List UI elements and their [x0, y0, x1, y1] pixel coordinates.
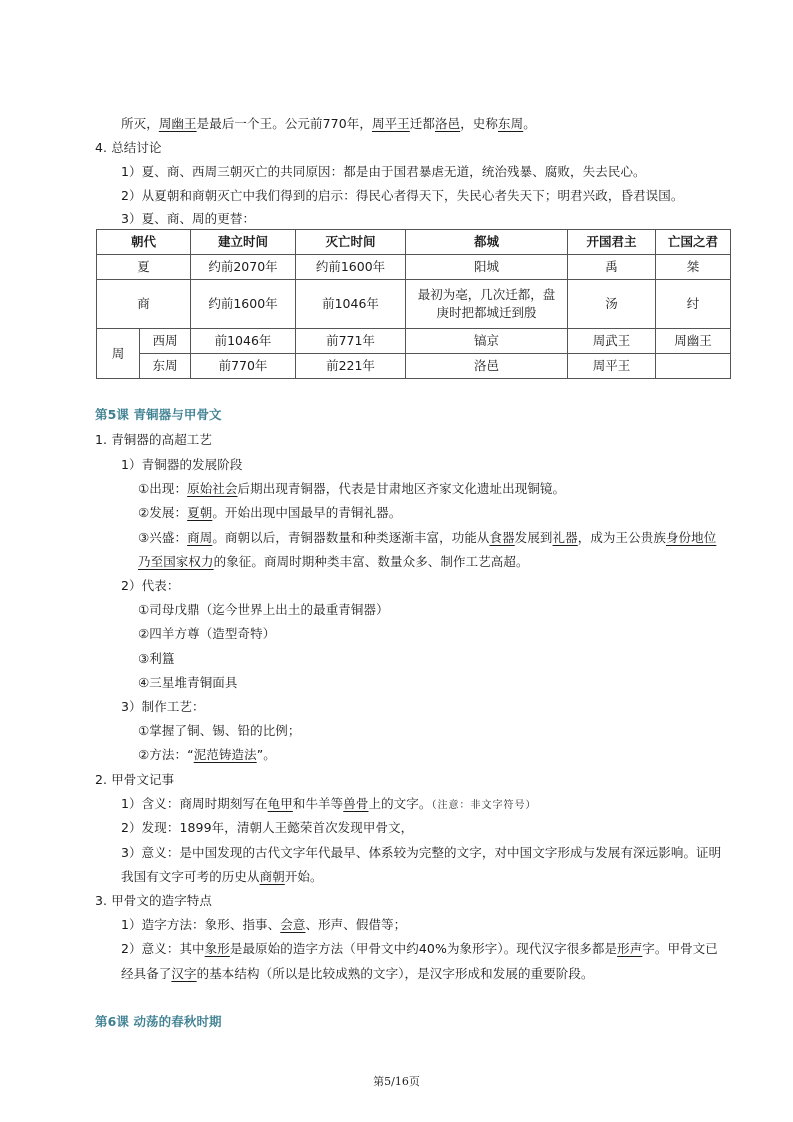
text-segment: ②发展： [138, 505, 188, 520]
cell-founded: 前770年 [191, 354, 296, 379]
text-segment: 和牛羊等 [292, 796, 344, 811]
section-4-item-1: 1）夏、商、西周三朝灭亡的共同原因：都是由于国君暴虐无道，统治残暴、腐败，失去民心。 [121, 164, 646, 179]
oracle-bone-meaning [121, 795, 536, 815]
text-segment: 我国有文字可考的历史从 [121, 869, 260, 884]
text-segment: 2）意义：其中 [121, 941, 205, 956]
underlined-keyword: 商朝 [259, 869, 285, 884]
text-segment: 字。甲骨文已 [642, 941, 718, 956]
table-row [97, 329, 731, 354]
representative-item: ④三星堆青铜面具 [138, 675, 238, 690]
cell-dynasty: 周 [97, 329, 140, 379]
text-segment: 上的文字。 [368, 796, 432, 811]
table-header-row [97, 230, 731, 255]
underlined-keyword: 周幽王 [158, 116, 197, 131]
oracle-bone-significance-cont [121, 868, 323, 886]
oracle-bone-note: （注意：非文字符号） [431, 800, 537, 811]
underlined-keyword: 会意 [280, 917, 306, 932]
text-segment: 是最原始的造字方法（甲骨文中约40%为象形字）。现代汉字很多都是 [229, 941, 618, 956]
table-row [97, 255, 731, 280]
underlined-keyword: 形声 [617, 941, 643, 956]
text-segment: 后期出现青铜器，代表是甘肃地区齐家文化遗址出现铜镜。 [237, 481, 566, 496]
text-segment: 所灭， [121, 116, 159, 131]
text-segment: 迁都 [409, 116, 435, 131]
bronze-stage-appear [138, 480, 565, 498]
text-segment: 开始。 [284, 869, 323, 884]
cell-fell: 前221年 [296, 354, 406, 379]
intro-continuation [121, 115, 536, 133]
oracle-bone-meaning-text [121, 796, 431, 811]
craft-title: 3）制作工艺： [121, 699, 205, 714]
character-significance [121, 940, 718, 958]
cell-last-ruler: 周幽王 [656, 329, 731, 354]
text-segment: 。商朝以后，青铜器数量和种类逐渐丰富，功能从 [212, 530, 490, 545]
cell-founded: 前1046年 [191, 329, 296, 354]
cell-founder: 禹 [568, 255, 656, 280]
text-segment: ”。 [256, 747, 276, 762]
underlined-keyword: 身份地位 [665, 530, 717, 545]
header-capital: 都城 [406, 230, 568, 255]
lesson-5-section-1-title: 1. 青铜器的高超工艺 [95, 432, 212, 447]
lesson-6-heading: 第6课 动荡的春秋时期 [95, 1014, 222, 1029]
section-4-item-3: 3）夏、商、周的更替： [121, 211, 256, 226]
table-row [97, 354, 731, 379]
underlined-keyword: 汉字 [171, 966, 197, 981]
representatives-title: 2）代表： [121, 578, 180, 593]
text-segment: 、形声、假借等； [305, 917, 407, 932]
underlined-keyword: 东周 [498, 116, 524, 131]
header-dynasty: 朝代 [97, 230, 191, 255]
underlined-keyword: 周平王 [371, 116, 410, 131]
cell-fell: 约前1600年 [296, 255, 406, 280]
cell-fell: 前771年 [296, 329, 406, 354]
character-features-title: 3. 甲骨文的造字特点 [95, 893, 212, 908]
cell-capital [406, 280, 568, 329]
representative-item: ③利簋 [138, 651, 175, 666]
bronze-stages-title: 1）青铜器的发展阶段 [121, 457, 243, 472]
oracle-bone-discovery: 2）发现：1899年，清朝人王懿荣首次发现甲骨文， [121, 820, 414, 835]
cell-capital: 镐京 [406, 329, 568, 354]
bronze-stage-flourish [138, 529, 716, 547]
text-segment: ③兴盛： [138, 530, 188, 545]
bronze-stage-flourish-cont [138, 553, 529, 571]
text-segment: 。开始出现中国最早的青铜礼器。 [212, 505, 402, 520]
text-segment: ①出现： [138, 481, 188, 496]
section-4-title: 4. 总结讨论 [95, 140, 162, 155]
text-segment: ，史称 [460, 116, 499, 131]
cell-founder: 周平王 [568, 354, 656, 379]
underlined-keyword: 兽骨 [343, 796, 369, 811]
lesson-5-heading: 第5课 青铜器与甲骨文 [95, 407, 222, 422]
text-segment: 的象征。商周时期种类丰富、数量众多、制作工艺高超。 [213, 554, 529, 569]
cell-dynasty: 商 [97, 280, 191, 329]
cell-fell: 前1046年 [296, 280, 406, 329]
cell-founder: 汤 [568, 280, 656, 329]
representative-item: ①司母戊鼎（迄今世界上出土的最重青铜器） [138, 602, 389, 617]
text-segment: 是最后一个王。公元前770年， [196, 116, 372, 131]
table-row [97, 280, 731, 329]
text-segment: 1）含义：商周时期刻写在 [121, 796, 268, 811]
cell-capital: 阳城 [406, 255, 568, 280]
underlined-keyword: 乃至国家权力 [138, 554, 214, 569]
cell-sub-dynasty: 东周 [140, 354, 191, 379]
text-segment: 。 [523, 116, 536, 131]
cell-last-ruler: 桀 [656, 255, 731, 280]
header-fell: 灭亡时间 [296, 230, 406, 255]
underlined-keyword: 食器 [489, 530, 515, 545]
text-segment: 发展到 [514, 530, 553, 545]
cell-last-ruler: 纣 [656, 280, 731, 329]
header-last-ruler: 亡国之君 [656, 230, 731, 255]
header-founder: 开国君主 [568, 230, 656, 255]
craft-item-ratio: ①掌握了铜、锡、铅的比例； [138, 723, 301, 738]
dynasty-table [96, 229, 731, 379]
underlined-keyword: 泥范铸造法 [193, 747, 257, 762]
bronze-stage-develop [138, 504, 401, 522]
underlined-keyword: 商周 [187, 530, 213, 545]
cell-founder: 周武王 [568, 329, 656, 354]
text-segment: ，成为王公贵族 [577, 530, 666, 545]
oracle-bone-section-title: 2. 甲骨文记事 [95, 772, 175, 787]
text-segment: ②方法：“ [138, 747, 194, 762]
header-founded: 建立时间 [191, 230, 296, 255]
capital-line-1: 最初为亳，几次迁都，盘 [417, 287, 556, 302]
oracle-bone-significance: 3）意义：是中国发现的古代文字年代最早、体系较为完整的文字，对中国文字形成与发展有深远影响。证明 [121, 845, 722, 860]
cell-dynasty: 夏 [97, 255, 191, 280]
character-significance-cont [121, 965, 594, 983]
character-methods [121, 916, 406, 934]
representative-item: ②四羊方尊（造型奇特） [138, 626, 276, 641]
cell-founded: 约前1600年 [191, 280, 296, 329]
cell-last-ruler [656, 354, 731, 379]
craft-item-method [138, 746, 276, 764]
underlined-keyword: 洛邑 [435, 116, 461, 131]
capital-line-2: 庚时把都城迁到殷 [436, 305, 537, 320]
cell-founded: 约前2070年 [191, 255, 296, 280]
underlined-keyword: 礼器 [552, 530, 578, 545]
underlined-keyword: 象形 [204, 941, 230, 956]
page-number: 第5/16页 [373, 1075, 420, 1088]
section-4-item-2: 2）从夏朝和商朝灭亡中我们得到的启示：得民心者得天下，失民心者失天下；明君兴政，昏君误国。 [121, 188, 684, 203]
text-segment: 的基本结构（所以是比较成熟的文字），是汉字形成和发展的重要阶段。 [196, 966, 594, 981]
text-segment: 1）造字方法：象形、指事、 [121, 917, 281, 932]
underlined-keyword: 龟甲 [267, 796, 293, 811]
underlined-keyword: 夏朝 [187, 505, 213, 520]
cell-capital: 洛邑 [406, 354, 568, 379]
text-segment: 经具备了 [121, 966, 172, 981]
cell-sub-dynasty: 西周 [140, 329, 191, 354]
underlined-keyword: 原始社会 [187, 481, 238, 496]
